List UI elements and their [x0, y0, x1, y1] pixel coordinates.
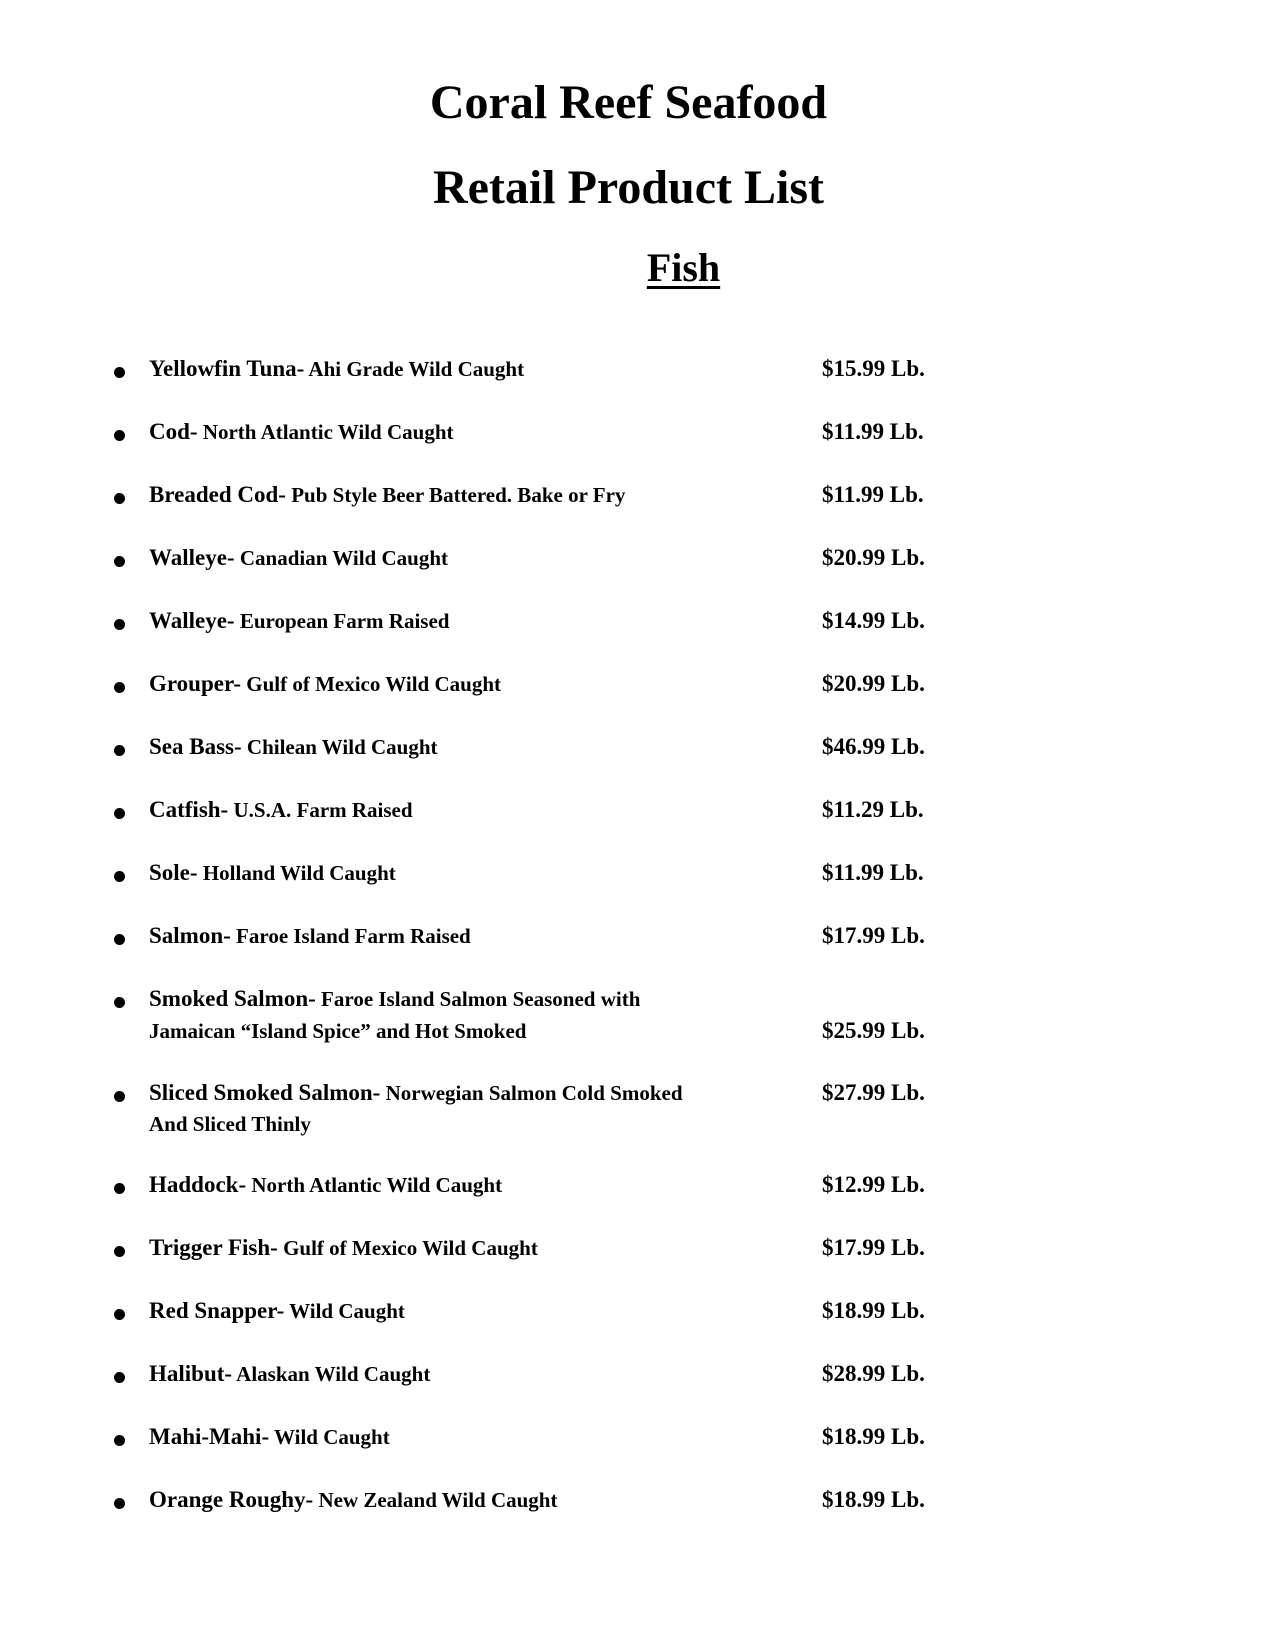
- bullet-icon: [114, 997, 125, 1008]
- product-name: Breaded Cod-: [149, 482, 286, 507]
- product-description: Chilean Wild Caught: [246, 735, 438, 759]
- product-name: Haddock-: [149, 1172, 247, 1197]
- product-price: $12.99 Lb.: [822, 1172, 925, 1197]
- product-name: Sliced Smoked Salmon-: [149, 1080, 381, 1105]
- product-description: Gulf of Mexico Wild Caught: [246, 672, 501, 696]
- product-price: $15.99 Lb.: [822, 356, 925, 381]
- product-name: Grouper-: [149, 671, 241, 696]
- product-description: European Farm Raised: [239, 609, 450, 633]
- product-name: Trigger Fish-: [149, 1235, 278, 1260]
- list-title: Retail Product List: [432, 161, 825, 214]
- product-name: Salmon-: [149, 923, 231, 948]
- bullet-icon: [114, 934, 125, 945]
- product-name: Halibut-: [149, 1361, 233, 1386]
- product-description: Pub Style Beer Battered. Bake or Fry: [291, 483, 626, 507]
- bullet-icon: [114, 808, 125, 819]
- product-description: Holland Wild Caught: [202, 861, 396, 885]
- product-price: $20.99 Lb.: [822, 545, 925, 570]
- product-price: $18.99 Lb.: [822, 1424, 925, 1449]
- product-description: Faroe Island Farm Raised: [236, 924, 471, 948]
- product-price: $11.99 Lb.: [822, 419, 924, 444]
- product-price: $11.99 Lb.: [822, 860, 924, 885]
- product-description: Wild Caught: [273, 1425, 390, 1449]
- product-description: New Zealand Wild Caught: [318, 1488, 558, 1512]
- product-price: $28.99 Lb.: [822, 1361, 925, 1386]
- product-price: $20.99 Lb.: [822, 671, 925, 696]
- product-price: $17.99 Lb.: [822, 1235, 925, 1260]
- bullet-icon: [114, 1091, 125, 1102]
- bullet-icon: [114, 619, 125, 630]
- product-name: Orange Roughy-: [149, 1487, 314, 1512]
- bullet-icon: [114, 745, 125, 756]
- product-name: Catfish-: [149, 797, 229, 822]
- product-description: Norwegian Salmon Cold Smoked: [385, 1081, 683, 1105]
- product-name: Sea Bass-: [149, 734, 242, 759]
- bullet-icon: [114, 493, 125, 504]
- bullet-icon: [114, 1309, 125, 1320]
- product-name: Mahi-Mahi-: [149, 1424, 270, 1449]
- bullet-icon: [114, 556, 125, 567]
- product-price: $18.99 Lb.: [822, 1487, 925, 1512]
- product-name: Yellowfin Tuna-: [149, 356, 305, 381]
- product-description: U.S.A. Farm Raised: [233, 798, 413, 822]
- bullet-icon: [114, 1246, 125, 1257]
- product-description: Faroe Island Salmon Seasoned with: [321, 987, 641, 1011]
- product-description: Gulf of Mexico Wild Caught: [283, 1236, 538, 1260]
- company-title: Coral Reef Seafood: [429, 76, 828, 129]
- product-description: North Atlantic Wild Caught: [202, 420, 454, 444]
- bullet-icon: [114, 1183, 125, 1194]
- product-description: Alaskan Wild Caught: [236, 1362, 431, 1386]
- product-description-line2: Jamaican “Island Spice” and Hot Smoked: [149, 1019, 527, 1043]
- bullet-icon: [114, 430, 125, 441]
- bullet-icon: [114, 1372, 125, 1383]
- bullet-icon: [114, 1498, 125, 1509]
- product-description: Canadian Wild Caught: [239, 546, 448, 570]
- product-price: $11.99 Lb.: [822, 482, 924, 507]
- product-price: $27.99 Lb.: [822, 1080, 925, 1105]
- bullet-icon: [114, 1435, 125, 1446]
- product-price: $25.99 Lb.: [822, 1018, 925, 1043]
- product-description-line2: And Sliced Thinly: [149, 1112, 311, 1136]
- product-description: Wild Caught: [289, 1299, 405, 1323]
- bullet-icon: [114, 367, 125, 378]
- section-heading-fish: Fish: [646, 245, 721, 290]
- product-name: Walleye-: [149, 545, 235, 570]
- product-price: $17.99 Lb.: [822, 923, 925, 948]
- product-price: $46.99 Lb.: [822, 734, 925, 759]
- product-price: $11.29 Lb.: [822, 797, 924, 822]
- product-name: Red Snapper-: [149, 1298, 285, 1323]
- product-name: Sole-: [149, 860, 198, 885]
- bullet-icon: [114, 682, 125, 693]
- product-price: $18.99 Lb.: [822, 1298, 925, 1323]
- bullet-icon: [114, 871, 125, 882]
- product-name: Cod-: [149, 419, 198, 444]
- product-name: Walleye-: [149, 608, 235, 633]
- product-description: Ahi Grade Wild Caught: [308, 357, 525, 381]
- product-description: North Atlantic Wild Caught: [251, 1173, 503, 1197]
- product-price: $14.99 Lb.: [822, 608, 925, 633]
- product-name: Smoked Salmon-: [149, 986, 316, 1011]
